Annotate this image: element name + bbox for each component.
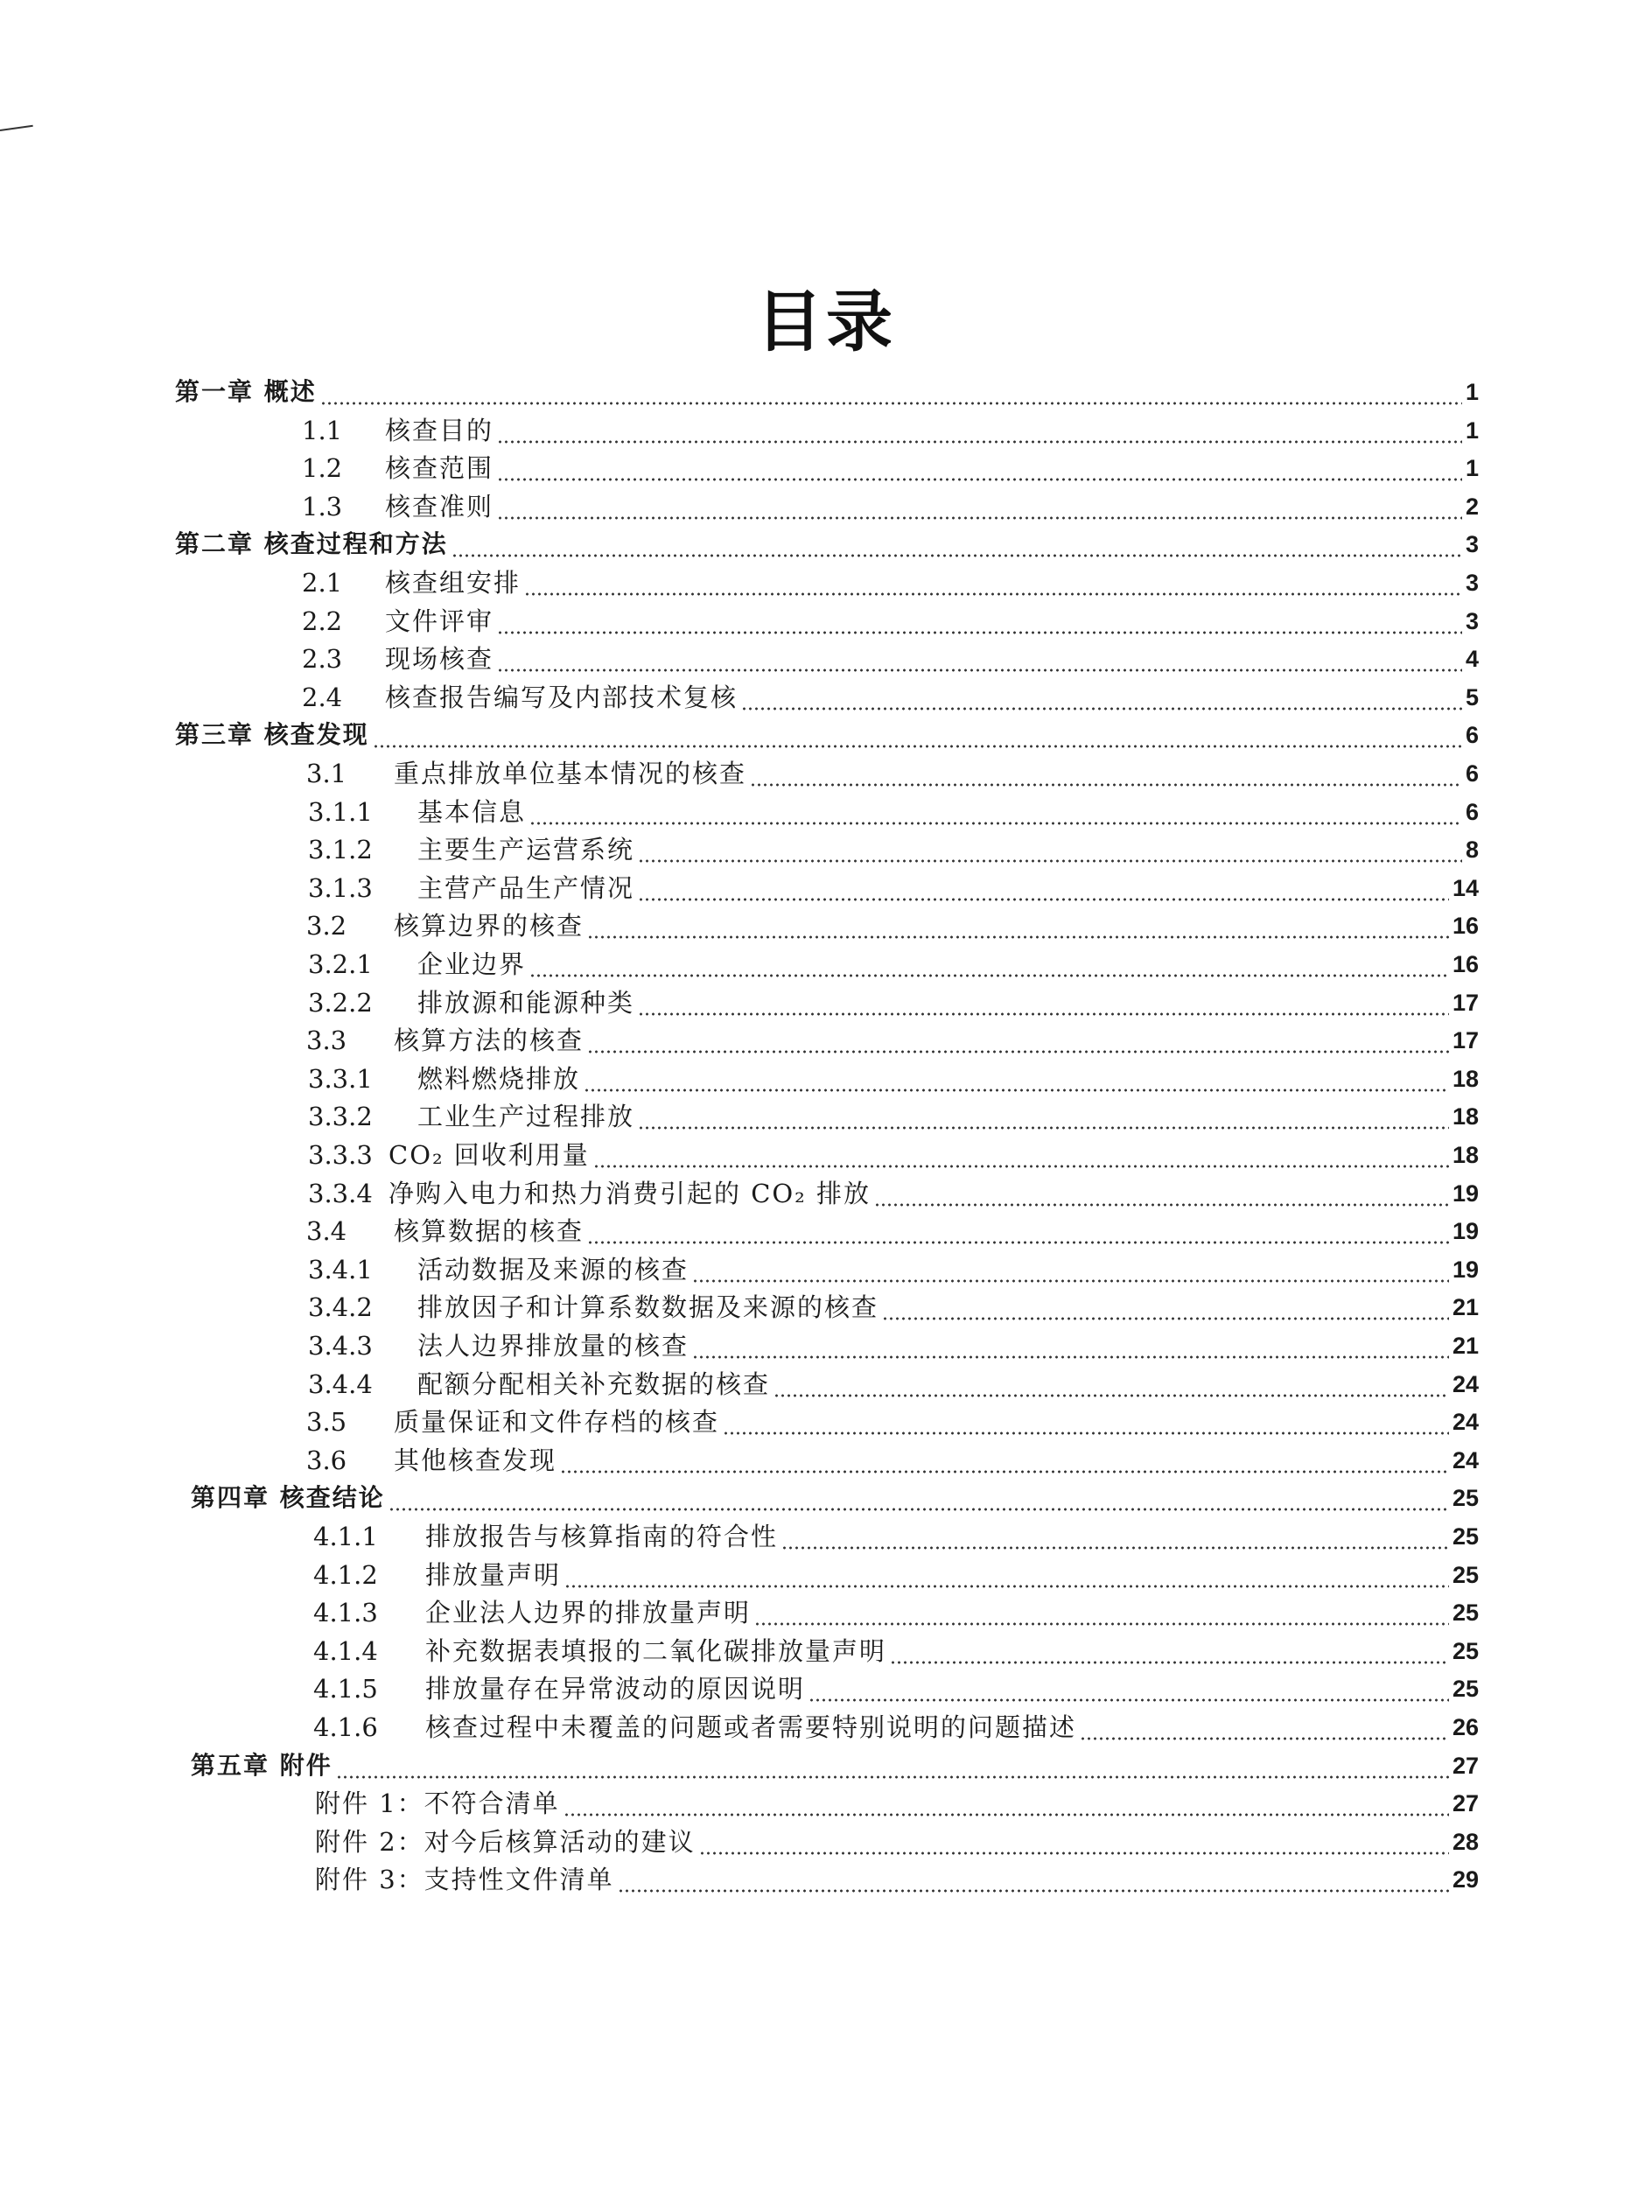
toc-entry-number: 3.5 (306, 1407, 347, 1438)
toc-entry-page: 24 (1452, 1370, 1479, 1397)
toc-dot-leader (781, 1519, 1449, 1554)
toc-entry-number: 4.1.4 (313, 1635, 378, 1666)
toc-dot-leader (336, 1748, 1449, 1783)
toc-entry[interactable] (306, 905, 1479, 943)
toc-entry-number: 3.3.2 (308, 1102, 373, 1132)
toc-dot-leader (638, 985, 1449, 1020)
toc-entry-number: 2.1 (302, 568, 343, 598)
toc-entry[interactable] (308, 1249, 1479, 1287)
toc-dot-leader (692, 1328, 1449, 1363)
toc-entry-title: 核算方法的核查 (394, 1026, 584, 1056)
toc-entry-title: 核查过程中未覆盖的问题或者需要特别说明的问题描述 (425, 1712, 1077, 1742)
toc-entry-number: 3.3.3 (308, 1140, 373, 1170)
page-title: 目录 (756, 283, 896, 360)
toc-entry[interactable] (308, 982, 1479, 1020)
toc-entry-page: 16 (1452, 951, 1479, 977)
toc-dot-leader (497, 413, 1462, 448)
toc-dot-leader (564, 1558, 1449, 1592)
toc-entry-page: 18 (1452, 1142, 1479, 1168)
toc-entry-title: 企业边界 (417, 949, 527, 979)
toc-entry-title: 排放量存在异常波动的原因说明 (425, 1674, 806, 1704)
toc-dot-leader (497, 604, 1462, 639)
toc-dot-leader (890, 1634, 1449, 1669)
toc-dot-leader (593, 1138, 1449, 1172)
toc-dot-leader (497, 451, 1462, 486)
toc-entry[interactable] (191, 1477, 1479, 1516)
toc-dot-leader (320, 374, 1462, 410)
toc-dot-leader (587, 1023, 1449, 1058)
toc-entry-number: 4.1.3 (313, 1598, 378, 1628)
toc-entry-page: 28 (1452, 1828, 1479, 1855)
toc-entry-page: 8 (1465, 836, 1479, 864)
toc-entry-title: 工业生产过程排放 (417, 1102, 635, 1132)
toc-entry-number: 4.1.1 (313, 1522, 378, 1551)
toc-entry-title: 法人边界排放量的核查 (417, 1331, 690, 1361)
toc-entry-page: 25 (1452, 1485, 1479, 1512)
toc-entry-number: 3.6 (306, 1445, 347, 1475)
toc-entry-number: 3.3.1 (308, 1063, 373, 1094)
toc-entry[interactable] (315, 1821, 1479, 1859)
toc-entry-number: 3.1.1 (308, 796, 373, 827)
toc-entry[interactable] (313, 1630, 1479, 1669)
toc-entry-title: 净购入电力和热力消费引起的 CO₂ 排放 (388, 1178, 872, 1208)
toc-entry-title: 排放因子和计算系数数据及来源的核查 (417, 1292, 879, 1323)
toc-entry[interactable] (302, 676, 1479, 715)
toc-entry-page: 26 (1452, 1714, 1479, 1740)
toc-entry[interactable] (302, 600, 1479, 639)
toc-entry-page: 3 (1465, 570, 1479, 596)
toc-dot-leader (618, 1862, 1449, 1897)
toc-entry-title: 核查范围 (385, 453, 494, 484)
toc-entry-title: 补充数据表填报的二氧化碳排放量声明 (425, 1635, 887, 1666)
toc-entry-page: 25 (1452, 1600, 1479, 1627)
toc-entry-page: 14 (1452, 874, 1479, 901)
toc-entry-title: 第二章 核查过程和方法 (175, 529, 448, 559)
toc-dot-leader (723, 1404, 1449, 1439)
toc-dot-leader (560, 1443, 1449, 1478)
toc-dot-leader (452, 527, 1462, 562)
toc-entry-page: 27 (1452, 1752, 1479, 1779)
toc-entry[interactable] (308, 829, 1479, 867)
toc-entry[interactable] (308, 1172, 1479, 1211)
toc-entry-page: 3 (1465, 531, 1479, 558)
toc-entry[interactable] (191, 1745, 1479, 1783)
toc-entry-page: 1 (1465, 379, 1479, 405)
toc-entry-page: 25 (1452, 1637, 1479, 1664)
toc-entry-number: 2.4 (302, 682, 343, 712)
toc-entry[interactable] (308, 1134, 1479, 1172)
toc-dot-leader (754, 1595, 1449, 1630)
toc-entry-page: 17 (1452, 1027, 1479, 1054)
toc-entry[interactable] (308, 1286, 1479, 1325)
toc-dot-leader (882, 1290, 1449, 1325)
toc-entry[interactable] (308, 943, 1479, 982)
toc-dot-leader (750, 756, 1462, 791)
toc-dot-leader (529, 947, 1449, 982)
toc-dot-leader (874, 1176, 1449, 1211)
toc-dot-leader (524, 565, 1462, 600)
toc-entry-number: 3.1 (306, 759, 347, 788)
toc-entry-page: 6 (1465, 798, 1479, 825)
toc-dot-leader (373, 718, 1462, 752)
toc-entry-number: 4.1.2 (313, 1559, 378, 1590)
toc-entry-title: 第五章 附件 (191, 1750, 332, 1780)
toc-entry[interactable] (315, 1782, 1479, 1821)
toc-dot-leader (638, 1099, 1449, 1134)
toc-entry-title: 质量保证和文件存档的核查 (394, 1407, 720, 1438)
toc-dot-leader (564, 1786, 1449, 1821)
toc-entry[interactable] (313, 1592, 1479, 1630)
toc-entry-title: 核算边界的核查 (394, 911, 584, 942)
toc-entry[interactable] (313, 1516, 1479, 1554)
toc-entry-page: 1 (1465, 455, 1479, 482)
toc-entry-page: 5 (1465, 683, 1479, 710)
toc-dot-leader (692, 1252, 1449, 1287)
toc-entry-page: 18 (1452, 1065, 1479, 1092)
toc-entry[interactable] (175, 714, 1479, 752)
toc-entry[interactable] (313, 1554, 1479, 1592)
toc-entry-number: 3.3.4 (308, 1178, 373, 1208)
toc-entry[interactable] (308, 1363, 1479, 1402)
toc-entry-number: 1.3 (302, 491, 343, 522)
toc-entry-title: 第三章 核查发现 (175, 720, 369, 750)
toc-entry-page: 4 (1465, 646, 1479, 673)
toc-entry-title: 基本信息 (417, 796, 527, 827)
toc-entry-number: 3.1.3 (308, 872, 373, 903)
toc-entry-page: 21 (1452, 1333, 1479, 1359)
toc-dot-leader (774, 1367, 1449, 1402)
toc-entry-title: 核查目的 (385, 415, 494, 445)
toc-entry-page: 1 (1465, 416, 1479, 444)
toc-entry[interactable] (306, 752, 1479, 791)
toc-dot-leader (1080, 1710, 1449, 1745)
toc-entry-number: 3.4.4 (308, 1368, 373, 1399)
toc-entry-number: 4.1.6 (313, 1712, 378, 1742)
toc-entry-page: 2 (1465, 493, 1479, 520)
toc-entry[interactable] (306, 1401, 1479, 1439)
toc-entry-page: 25 (1452, 1561, 1479, 1588)
toc-entry-page: 6 (1465, 760, 1479, 787)
toc-entry-title: 核算数据的核查 (394, 1216, 584, 1247)
toc-entry-number: 3.4.2 (308, 1292, 373, 1323)
toc-dot-leader (584, 1061, 1449, 1096)
toc-entry-page: 17 (1452, 989, 1479, 1016)
toc-entry-title: 第一章 概述 (175, 377, 317, 406)
toc-entry-page: 24 (1452, 1446, 1479, 1474)
toc-entry[interactable] (308, 1096, 1479, 1134)
toc-entry[interactable] (302, 447, 1479, 486)
toc-entry-title: 排放量声明 (425, 1559, 562, 1590)
toc-entry[interactable] (306, 1210, 1479, 1249)
toc-entry-title: 主要生产运营系统 (417, 835, 635, 865)
toc-entry-title: 排放源和能源种类 (417, 987, 635, 1018)
toc-entry-title: 企业法人边界的排放量声明 (425, 1598, 752, 1628)
toc-dot-leader (529, 794, 1462, 830)
toc-entry-number: 3.2 (306, 911, 347, 942)
toc-entry-number: 3.4.1 (308, 1254, 373, 1284)
toc-entry-title: 排放报告与核算指南的符合性 (425, 1522, 779, 1551)
toc-entry[interactable] (313, 1668, 1479, 1706)
toc-dot-leader (388, 1480, 1449, 1516)
toc-dot-leader (587, 1214, 1449, 1249)
toc-dot-leader (638, 832, 1462, 867)
toc-entry-title: 附件 1：不符合清单 (315, 1788, 560, 1819)
toc-entry-title: 现场核查 (385, 644, 494, 675)
toc-entry[interactable] (308, 791, 1479, 830)
toc-entry-page: 19 (1452, 1218, 1479, 1245)
toc-dot-leader (699, 1824, 1449, 1859)
toc-entry[interactable] (308, 1325, 1479, 1363)
toc-entry-title: CO₂ 回收利用量 (388, 1140, 590, 1170)
toc-dot-leader (808, 1671, 1449, 1706)
toc-entry-number: 3.3 (306, 1026, 347, 1056)
toc-entry-number: 3.2.2 (308, 987, 373, 1018)
toc-entry-page: 27 (1452, 1790, 1479, 1817)
toc-entry-page: 19 (1452, 1256, 1479, 1283)
toc-entry-title: 配额分配相关补充数据的核查 (417, 1368, 771, 1399)
toc-dot-leader (497, 641, 1462, 676)
toc-entry-title: 重点排放单位基本情况的核查 (394, 759, 747, 788)
toc-entry-page: 6 (1465, 722, 1479, 749)
toc-dot-leader (638, 871, 1449, 906)
toc-entry[interactable] (306, 1439, 1479, 1478)
toc-entry[interactable] (308, 867, 1479, 906)
toc-entry-title: 附件 3：支持性文件清单 (315, 1865, 614, 1895)
toc-entry-number: 3.1.2 (308, 835, 373, 865)
toc-entry-page: 3 (1465, 607, 1479, 634)
toc-entry[interactable] (302, 410, 1479, 448)
toc-entry-page: 18 (1452, 1103, 1479, 1130)
toc-entry-title: 第四章 核查结论 (191, 1483, 385, 1513)
toc-entry-number: 2.2 (302, 606, 343, 636)
toc-entry[interactable] (302, 638, 1479, 676)
toc-entry[interactable] (315, 1858, 1479, 1897)
toc-entry[interactable] (308, 1058, 1479, 1096)
toc-entry-title: 其他核查发现 (394, 1445, 557, 1475)
toc-entry-title: 活动数据及来源的核查 (417, 1254, 690, 1284)
scan-edge-mark (0, 125, 33, 131)
toc-entry-number: 3.4.3 (308, 1331, 373, 1361)
toc-entry-page: 29 (1452, 1866, 1479, 1894)
toc-entry-page: 16 (1452, 913, 1479, 940)
toc-entry[interactable] (175, 523, 1479, 562)
toc-entry-title: 主营产品生产情况 (417, 872, 635, 903)
toc-entry-page: 25 (1452, 1523, 1479, 1550)
toc-entry-number: 1.2 (302, 453, 343, 484)
toc-entry-title: 附件 2：对今后核算活动的建议 (315, 1826, 696, 1857)
toc-entry-number: 4.1.5 (313, 1674, 378, 1704)
toc-entry-page: 19 (1452, 1180, 1479, 1207)
toc-entry[interactable] (302, 562, 1479, 600)
toc-entry-number: 1.1 (302, 415, 343, 445)
toc-entry[interactable] (306, 1019, 1479, 1058)
toc-entry-page: 24 (1452, 1409, 1479, 1436)
toc-entry[interactable] (302, 486, 1479, 524)
toc-entry[interactable] (313, 1706, 1479, 1745)
toc-entry-title: 核查准则 (385, 491, 494, 522)
toc-entry-number: 3.2.1 (308, 949, 373, 979)
toc-entry-number: 2.3 (302, 644, 343, 675)
toc-entry-title: 核查报告编写及内部技术复核 (385, 682, 738, 712)
toc-entry[interactable] (175, 371, 1479, 410)
toc-entry-page: 21 (1452, 1294, 1479, 1321)
toc-dot-leader (741, 680, 1462, 715)
toc-entry-number: 3.4 (306, 1216, 347, 1247)
toc-entry-page: 25 (1452, 1676, 1479, 1703)
toc-entry-title: 核查组安排 (385, 568, 522, 598)
toc-entry-title: 文件评审 (385, 606, 494, 636)
toc-entry-title: 燃料燃烧排放 (417, 1063, 581, 1094)
toc-dot-leader (497, 489, 1462, 524)
toc-dot-leader (587, 908, 1449, 943)
